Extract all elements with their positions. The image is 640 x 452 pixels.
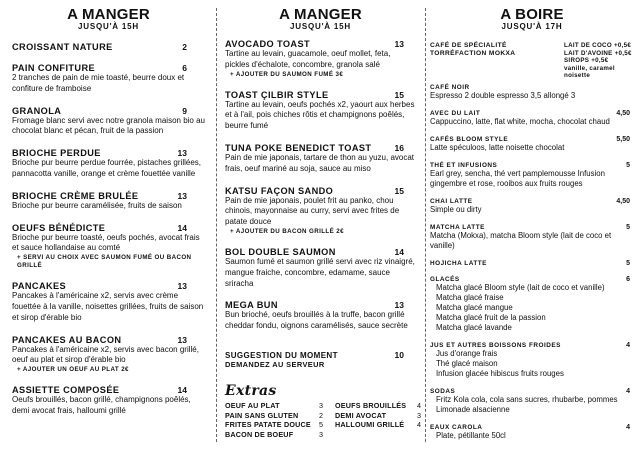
drink-price: 4 (626, 387, 630, 395)
item-name: BOL DOUBLE SAUMON (225, 246, 336, 257)
menu-list (12, 42, 205, 417)
addon: LAIT D'AVOINE +0,5€ (564, 49, 632, 57)
extra-price: 2 (319, 410, 324, 420)
menu-item (12, 385, 205, 417)
drink-line: Matcha glacé lavande (436, 322, 512, 332)
column-divider (425, 8, 426, 442)
menu-item (12, 335, 205, 375)
item-name: PANCAKES AU BACON (12, 334, 122, 345)
item-name: AVOCADO TOAST (225, 39, 310, 49)
extra-name: HALLOUMI GRILLÉ (335, 420, 405, 430)
item-description: Pancakes à l'américaine x2, servis avec bacon grillé, oeuf au plat et sirop d'érable bio (12, 344, 199, 365)
drink-description: Plate, pétillante 50cl (436, 430, 506, 440)
roaster-label: TORRÉFACTION MOKXA (430, 50, 516, 58)
item-name: BRIOCHE CRÈME BRULÉE (12, 190, 139, 201)
drink-name: JUS ET AUTRES BOISSONS FROIDES (430, 341, 561, 349)
extra-price: 3 (417, 410, 422, 420)
item-description: Oeufs brouillés, bacon grillé, champignons poêlés, demi avocat frais, halloumi grillé (12, 395, 191, 415)
extras-section (225, 382, 422, 439)
item-price: 14 (177, 385, 187, 396)
item-price: 14 (394, 246, 404, 257)
item-price: 13 (394, 300, 404, 311)
suggestion-name: SUGGESTION DU MOMENT (225, 350, 338, 360)
item-name: PANCAKES (12, 281, 67, 292)
drink-name: CAFÉ NOIR (430, 83, 470, 91)
item-price: 6 (182, 63, 187, 73)
drink-price: 4,50 (616, 109, 630, 117)
extra-name: BACON DE BOEUF (225, 429, 294, 439)
menu-item (12, 63, 205, 95)
extra-name: OEUF AU PLAT (225, 400, 280, 410)
suggestion-price: 10 (394, 349, 404, 360)
drink-line: Matcha glacé mangue (436, 302, 513, 312)
menu-item (225, 39, 416, 79)
item-description: Fromage blanc servi avec notre granola maison bio au chocolat blanc et pécan, fruit de la passion (12, 115, 205, 136)
item-price: 13 (177, 148, 187, 159)
drink-item (430, 198, 634, 215)
drink-description: Espresso 2 double espresso 3,5 allongé 3 (430, 90, 576, 100)
item-name: TOAST ÇILBIR STYLE (225, 89, 329, 100)
item-price: 16 (394, 142, 404, 153)
extra-name: PAIN SANS GLUTEN (225, 410, 299, 420)
suggestion-item (225, 350, 416, 369)
menu-item (225, 143, 416, 175)
addons-list (564, 42, 634, 80)
drink-price: 4 (626, 341, 630, 349)
drink-item (430, 110, 634, 127)
menu-item (225, 90, 416, 132)
addon: SIROPS +0,5€ (564, 57, 609, 65)
section-header (430, 7, 634, 31)
drink-description: Fritz Kola cola, cola sans sucres, rhubarbe, pommes Limonade alsacienne (436, 394, 618, 414)
drink-price: 5 (626, 161, 630, 169)
extras-list (225, 400, 422, 439)
extra-name: OEUFS BROUILLÉS (335, 400, 407, 410)
drink-description: Matcha (Mokxa), matcha Bloom style (lait de coco et vanille) (430, 230, 612, 250)
drink-line: Matcha glacé fraise (436, 292, 504, 302)
section-subtitle: JUSQU'À 17H (501, 22, 563, 31)
drink-price: 4 (626, 423, 630, 431)
item-description: Brioche pur beurre caramélisée, fruits de saison (12, 200, 182, 210)
item-price: 13 (394, 39, 404, 49)
menu-item (225, 300, 416, 332)
drink-item (430, 224, 634, 251)
menu-item (12, 191, 205, 212)
item-description: Pancakes à l'américaine x2, servis avec crème fouettée à la vanille, noisettes grillées, fruits de saison et sirop d'érable bio (12, 291, 204, 322)
drink-name: HOJICHA LATTE (430, 259, 487, 267)
food-column-1 (0, 0, 211, 452)
item-price: 15 (394, 89, 404, 100)
extra-price: 4 (417, 400, 422, 410)
section-title: A MANGER (67, 6, 150, 23)
drink-price: 6 (626, 275, 630, 283)
menu-item (12, 223, 205, 271)
item-name: ASSIETTE COMPOSÉE (12, 385, 120, 396)
drink-name: MATCHA LATTE (430, 223, 485, 231)
item-description: Tartine au levain, guacamole, oeuf mollet, feta, pickles d'échalote, concombre, granola salé (225, 49, 391, 69)
food-column-2 (221, 0, 420, 452)
item-name: GRANOLA (12, 105, 62, 116)
menu-item (12, 42, 205, 52)
menu-item (12, 281, 205, 323)
drink-line: Matcha glacé fruit de la passion (436, 312, 546, 322)
drink-line: Infusion glacée hibiscus fruits rouges (436, 368, 564, 378)
extra-price: 5 (319, 420, 324, 430)
addon: LAIT DE COCO +0,5€ (564, 42, 632, 49)
drink-name: THÉ ET INFUSIONS (430, 161, 498, 169)
drink-price: 5,50 (616, 135, 630, 143)
specialty-label: CAFÉ DE SPÉCIALITÉ (430, 42, 507, 49)
extra-price: 4 (417, 420, 422, 430)
item-option: + AJOUTER DU BACON GRILLÉ 2€ (230, 227, 344, 235)
drink-description: Earl grey, sencha, thé vert pamplemousse Infusion gingembre et rose, rooibos aux fruits rouges (430, 168, 605, 188)
column-divider (216, 8, 217, 442)
section-subtitle: JUSQU'À 15H (78, 22, 139, 31)
section-title: A BOIRE (500, 6, 564, 23)
drink-item-iced (430, 276, 634, 333)
item-description: 2 tranches de pain de mie toasté, beurre doux et confiture de framboise (12, 73, 185, 93)
drinks-column (430, 0, 640, 452)
drink-price: 4,50 (616, 197, 630, 205)
specialty-coffee (430, 42, 634, 80)
item-name: BRIOCHE PERDUE (12, 148, 101, 159)
item-price: 13 (177, 281, 187, 292)
section-subtitle: JUSQU'À 15H (290, 22, 351, 31)
drink-name: AVEC DU LAIT (430, 109, 481, 117)
item-name: OEUFS BÉNÉDICTE (12, 222, 106, 233)
item-option: + SERVI AU CHOIX AVEC SAUMON FUMÉ OU BACON GRILLÉ (17, 254, 192, 270)
item-price: 14 (177, 222, 187, 233)
item-name: TUNA POKE BENEDICT TOAST (225, 142, 372, 153)
drink-item (430, 260, 634, 267)
section-header (225, 7, 416, 31)
drink-description: Latte spéculoos, latte noisette chocolat (430, 142, 565, 152)
drink-name: GLACÉS (430, 275, 460, 283)
item-price: 9 (182, 105, 187, 116)
menu-item (12, 106, 205, 138)
menu-item (225, 186, 416, 236)
item-description: Saumon fumé et saumon grillé servi avec riz vinaigré, mangue fraiche, concombre, edamame, sauce sriracha (225, 256, 415, 288)
extras-title: Extras (225, 382, 277, 399)
drink-line: Thé glacé maison (436, 358, 498, 368)
drink-line: Jus d'orange frais (436, 348, 498, 358)
section-title: A MANGER (279, 6, 362, 23)
drink-item (430, 136, 634, 153)
extra-price: 3 (319, 429, 324, 439)
drink-item-sodas (430, 388, 634, 415)
item-description: Brioche pur beurre toasté, oeufs pochés, avocat frais et sauce hollandaise au comté (12, 232, 200, 253)
item-option: + AJOUTER UN OEUF AU PLAT 2€ (17, 366, 129, 374)
drink-name: CHAI LATTE (430, 197, 473, 205)
drink-item-juices (430, 342, 634, 379)
item-name: CROISSANT NATURE (12, 42, 113, 52)
item-description: Pain de mie japonais, poulet frit au panko, chou chinois, mayonnaise au curry, servi avec frites de patate douce (225, 195, 400, 227)
extra-name: DEMI AVOCAT (335, 410, 387, 420)
addon: noisette (564, 72, 591, 80)
drink-price: 5 (626, 223, 630, 231)
drink-description: Simple ou dirty (430, 204, 482, 214)
suggestion-note: DEMANDEZ AU SERVEUR (225, 359, 325, 369)
drink-item (430, 84, 634, 101)
item-description: Pain de mie japonais, tartare de thon au yuzu, avocat frais, oeuf mariné au soja, sauce au miso (225, 152, 415, 173)
item-name: PAIN CONFITURE (12, 63, 96, 73)
menu-item (12, 148, 205, 180)
drink-line: Matcha glacé Bloom style (lait de coco et vanille) (436, 282, 605, 292)
section-header (12, 7, 205, 31)
item-price: 13 (177, 334, 187, 345)
drink-description: Cappuccino, latte, flat white, mocha, chocolat chaud (430, 116, 610, 126)
extra-name: FRITES PATATE DOUCE (225, 420, 311, 430)
drink-name: CAFÉS BLOOM STYLE (430, 135, 509, 143)
extra-price: 3 (319, 400, 324, 410)
drink-name: EAUX CAROLA (430, 423, 483, 431)
item-name: MEGA BUN (225, 300, 278, 311)
item-price: 13 (177, 190, 187, 201)
item-description: Brioche pur beurre perdue fourrée, pistaches grillées, pannacotta vanille, orange et crème fouettée vanille (12, 158, 201, 178)
drink-item-water (430, 424, 634, 441)
drink-name: SODAS (430, 387, 456, 395)
drink-price: 5 (626, 259, 630, 267)
drink-item (430, 162, 634, 189)
item-option: + AJOUTER DU SAUMON FUMÉ 3€ (230, 70, 344, 78)
menu-list (225, 39, 416, 369)
addon: vanille, caramel (564, 64, 615, 72)
item-description: Tartine au levain, oeufs pochés x2, yaourt aux herbes et à l'ail, pois chiches rôtis et champignons poêlés, beurre fumé (225, 99, 415, 131)
menu-item (225, 247, 416, 289)
item-price: 15 (394, 185, 404, 196)
item-description: Bun brioché, oeufs brouillés à la truffe, bacon grillé cheddar fondu, oignons caramélisés, sauce secrète (225, 310, 408, 331)
item-name: KATSU FAÇON SANDO (225, 185, 334, 196)
item-price: 2 (182, 42, 187, 52)
